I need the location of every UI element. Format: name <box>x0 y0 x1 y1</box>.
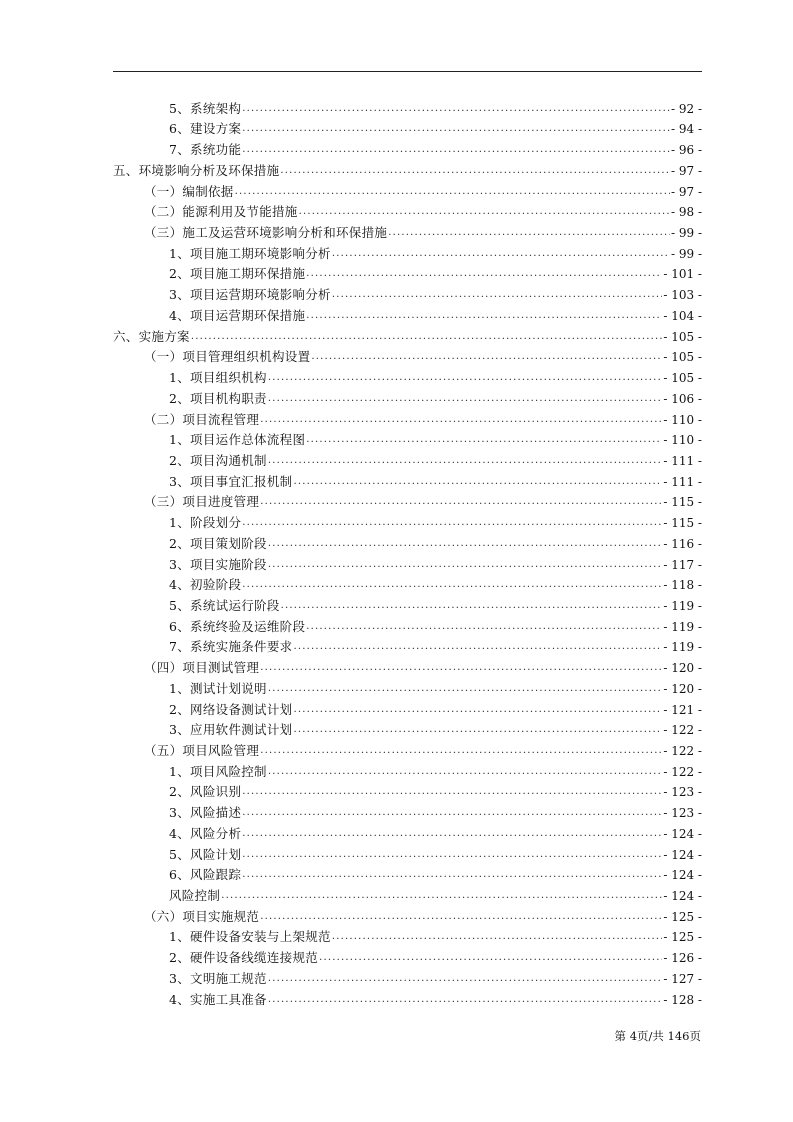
toc-entry-title: 5、系统架构 <box>169 100 242 116</box>
toc-dot-leader <box>242 848 662 862</box>
toc-entry-title: （三）项目进度管理 <box>144 494 260 510</box>
toc-entry-title: 7、系统实施条件要求 <box>169 639 293 655</box>
toc-entry[interactable] <box>113 509 702 530</box>
toc-dot-leader <box>293 703 662 717</box>
toc-dot-leader <box>268 765 662 779</box>
toc-entry[interactable] <box>113 882 702 903</box>
toc-entry-page-number: - 121 - <box>663 702 702 717</box>
toc-entry-title: 4、初验阶段 <box>169 577 242 593</box>
toc-entry[interactable] <box>113 820 702 841</box>
toc-entry-title: 1、硬件设备安装与上架规范 <box>169 929 331 945</box>
toc-entry-title: 4、风险分析 <box>169 825 242 841</box>
toc-dot-leader <box>311 350 662 364</box>
toc-entry-page-number: - 96 - <box>670 143 702 158</box>
toc-entry-title: 3、项目实施阶段 <box>169 556 267 572</box>
toc-dot-leader <box>191 330 663 344</box>
toc-entry-page-number: - 124 - <box>663 826 702 841</box>
toc-entry-page-number: - 92 - <box>670 101 702 116</box>
toc-entry-title: 2、风险识别 <box>169 784 242 800</box>
toc-entry-page-number: - 104 - <box>663 308 702 323</box>
toc-dot-leader <box>332 930 662 944</box>
toc-entry-page-number: - 124 - <box>663 847 702 862</box>
toc-entry-title: 4、项目运营期环保措施 <box>169 307 306 323</box>
toc-dot-leader <box>242 806 662 820</box>
toc-dot-leader <box>306 433 662 447</box>
toc-entry-page-number: - 125 - <box>663 930 702 945</box>
toc-entry-title: 6、建设方案 <box>169 121 242 137</box>
toc-entry-title: 5、系统试运行阶段 <box>169 597 280 613</box>
toc-dot-leader <box>306 267 662 281</box>
toc-dot-leader <box>268 537 662 551</box>
toc-entry[interactable] <box>113 572 702 593</box>
toc-dot-leader <box>242 578 662 592</box>
toc-entry-title: 1、测试计划说明 <box>169 680 267 696</box>
toc-entry-title: 1、项目施工期环境影响分析 <box>169 245 331 261</box>
toc-entry-page-number: - 101 - <box>663 267 702 282</box>
toc-entry[interactable] <box>113 427 702 448</box>
toc-entry-title: 2、项目施工期环保措施 <box>169 266 306 282</box>
toc-entry-page-number: - 115 - <box>663 495 702 510</box>
toc-entry-title: 7、系统功能 <box>169 142 242 158</box>
toc-entry-title: （二）项目流程管理 <box>144 411 260 427</box>
toc-dot-leader <box>221 889 662 903</box>
toc-entry-title: 2、项目沟通机制 <box>169 452 267 468</box>
toc-dot-leader <box>268 392 662 406</box>
toc-entry-title: （二）能源利用及节能措施 <box>144 204 298 220</box>
toc-entry-title: 风险控制 <box>169 888 221 904</box>
toc-entry[interactable] <box>113 592 702 613</box>
toc-entry-page-number: - 123 - <box>663 806 702 821</box>
toc-entry-title: 3、项目运营期环境影响分析 <box>169 287 331 303</box>
toc-entry-page-number: - 105 - <box>663 329 702 344</box>
toc-entry-page-number: - 120 - <box>663 661 702 676</box>
toc-dot-leader <box>242 516 662 530</box>
toc-dot-leader <box>280 164 670 178</box>
toc-dot-leader <box>260 661 662 675</box>
toc-entry-page-number: - 106 - <box>663 391 702 406</box>
toc-entry-page-number: - 97 - <box>670 184 702 199</box>
toc-dot-leader <box>242 868 662 882</box>
toc-entry-page-number: - 122 - <box>663 723 702 738</box>
toc-entry-page-number: - 117 - <box>663 557 702 572</box>
toc-entry[interactable] <box>113 530 702 551</box>
toc-entry-page-number: - 115 - <box>663 516 702 531</box>
toc-entry-page-number: - 110 - <box>663 412 702 427</box>
toc-dot-leader <box>293 723 662 737</box>
toc-entry-page-number: - 110 - <box>663 433 702 448</box>
toc-entry[interactable] <box>113 737 702 758</box>
toc-entry[interactable] <box>113 965 702 986</box>
toc-dot-leader <box>242 102 670 116</box>
toc-entry[interactable] <box>113 178 702 199</box>
toc-entry-page-number: - 103 - <box>663 288 702 303</box>
toc-entry-title: 2、项目策划阶段 <box>169 535 267 551</box>
toc-entry-page-number: - 119 - <box>663 640 702 655</box>
toc-entry-page-number: - 128 - <box>663 992 702 1007</box>
table-of-contents <box>113 95 702 1007</box>
toc-dot-leader <box>293 640 662 654</box>
toc-entry-page-number: - 120 - <box>663 681 702 696</box>
toc-entry-title: （四）项目测试管理 <box>144 660 260 676</box>
toc-entry-page-number: - 118 - <box>663 578 702 593</box>
toc-entry[interactable] <box>113 799 702 820</box>
toc-dot-leader <box>260 413 662 427</box>
toc-dot-leader <box>235 185 670 199</box>
toc-dot-leader <box>268 454 662 468</box>
toc-entry-page-number: - 99 - <box>670 246 702 261</box>
toc-entry-title: 4、实施工具准备 <box>169 991 267 1007</box>
toc-entry-title: 1、项目组织机构 <box>169 370 267 386</box>
toc-entry-page-number: - 111 - <box>663 474 702 489</box>
toc-dot-leader <box>306 620 662 634</box>
toc-entry[interactable] <box>113 613 702 634</box>
toc-entry[interactable] <box>113 862 702 883</box>
toc-entry-title: （三）施工及运营环境影响分析和环保措施 <box>144 225 388 241</box>
toc-dot-leader <box>268 558 662 572</box>
toc-entry-page-number: - 122 - <box>663 764 702 779</box>
toc-entry-page-number: - 99 - <box>670 226 702 241</box>
toc-dot-leader <box>242 143 670 157</box>
toc-entry-title: 1、阶段划分 <box>169 515 242 531</box>
toc-entry-title: （一）编制依据 <box>144 183 234 199</box>
toc-dot-leader <box>260 744 662 758</box>
toc-entry-page-number: - 119 - <box>663 619 702 634</box>
toc-entry-page-number: - 119 - <box>663 598 702 613</box>
toc-entry-title: 六、实施方案 <box>113 328 190 344</box>
toc-entry-title: 1、项目运作总体流程图 <box>169 432 306 448</box>
toc-dot-leader <box>299 205 670 219</box>
page-number-footer: 第 4页/共 146页 <box>614 1029 701 1043</box>
toc-entry-page-number: - 124 - <box>663 889 702 904</box>
toc-entry-title: 3、项目事宜汇报机制 <box>169 473 293 489</box>
toc-entry[interactable] <box>113 944 702 965</box>
toc-dot-leader <box>388 226 670 240</box>
toc-dot-leader <box>332 247 670 261</box>
toc-dot-leader <box>306 309 662 323</box>
toc-entry-title: 5、风险计划 <box>169 846 242 862</box>
toc-dot-leader <box>332 288 662 302</box>
toc-entry-title: 3、文明施工规范 <box>169 970 267 986</box>
toc-entry[interactable] <box>113 924 702 945</box>
toc-entry[interactable] <box>113 199 702 220</box>
toc-dot-leader <box>281 599 663 613</box>
toc-entry[interactable] <box>113 551 702 572</box>
toc-entry-page-number: - 127 - <box>663 971 702 986</box>
toc-entry[interactable] <box>113 986 702 1007</box>
toc-dot-leader <box>293 475 662 489</box>
toc-entry[interactable] <box>113 385 702 406</box>
toc-entry-title: 2、项目机构职责 <box>169 390 267 406</box>
toc-entry[interactable] <box>113 344 702 365</box>
toc-entry-title: 2、网络设备测试计划 <box>169 701 293 717</box>
toc-entry[interactable] <box>113 157 702 178</box>
toc-entry[interactable] <box>113 261 702 282</box>
toc-entry[interactable] <box>113 406 702 427</box>
toc-entry[interactable] <box>113 634 702 655</box>
toc-entry[interactable] <box>113 323 702 344</box>
toc-entry-page-number: - 111 - <box>663 453 702 468</box>
toc-dot-leader <box>268 682 662 696</box>
toc-entry-page-number: - 98 - <box>670 205 702 220</box>
toc-dot-leader <box>260 910 662 924</box>
toc-dot-leader <box>268 993 662 1007</box>
toc-entry-page-number: - 122 - <box>663 744 702 758</box>
toc-entry-title: 6、风险跟踪 <box>169 867 242 883</box>
toc-dot-leader <box>242 122 670 136</box>
toc-entry[interactable] <box>113 240 702 261</box>
toc-entry[interactable] <box>113 841 702 862</box>
toc-entry[interactable] <box>113 758 702 779</box>
toc-entry[interactable] <box>113 136 702 157</box>
toc-entry-page-number: - 123 - <box>663 785 702 800</box>
toc-entry[interactable] <box>113 447 702 468</box>
toc-dot-leader <box>242 827 662 841</box>
toc-entry-page-number: - 125 - <box>663 909 702 924</box>
toc-entry[interactable] <box>113 468 702 489</box>
toc-dot-leader <box>319 951 662 965</box>
toc-entry[interactable] <box>113 675 702 696</box>
toc-entry[interactable] <box>113 219 702 240</box>
toc-entry-page-number: - 97 - <box>670 163 702 178</box>
toc-entry-page-number: - 94 - <box>670 122 702 137</box>
toc-entry-page-number: - 126 - <box>663 951 702 966</box>
toc-entry-title: 1、项目风险控制 <box>169 763 267 779</box>
toc-entry-title: 3、应用软件测试计划 <box>169 722 293 738</box>
header-rule <box>113 71 702 72</box>
toc-entry-title: 6、系统终验及运维阶段 <box>169 618 306 634</box>
toc-entry-page-number: - 124 - <box>663 868 702 883</box>
toc-entry[interactable] <box>113 116 702 137</box>
toc-entry[interactable] <box>113 489 702 510</box>
toc-entry-title: 3、风险描述 <box>169 805 242 821</box>
toc-entry[interactable] <box>113 302 702 323</box>
toc-entry-title: 五、环境影响分析及环保措施 <box>113 162 280 178</box>
toc-entry[interactable] <box>113 281 702 302</box>
toc-entry-title: （五）项目风险管理 <box>144 743 260 758</box>
toc-dot-leader <box>242 785 662 799</box>
toc-dot-leader <box>268 972 662 986</box>
toc-entry-page-number: - 105 - <box>663 371 702 386</box>
toc-entry-page-number: - 116 - <box>663 536 702 551</box>
toc-entry[interactable] <box>113 364 702 385</box>
toc-entry-title: （一）项目管理组织机构设置 <box>144 349 311 365</box>
toc-entry[interactable] <box>113 95 702 116</box>
toc-dot-leader <box>260 495 662 509</box>
toc-entry-title: （六）项目实施规范 <box>144 908 260 924</box>
toc-dot-leader <box>268 371 662 385</box>
toc-entry[interactable] <box>113 654 702 675</box>
toc-entry[interactable] <box>113 903 702 924</box>
toc-entry-title: 2、硬件设备线缆连接规范 <box>169 950 319 966</box>
toc-entry[interactable] <box>113 696 702 717</box>
toc-entry[interactable] <box>113 779 702 800</box>
toc-entry[interactable] <box>113 717 702 738</box>
toc-entry-page-number: - 105 - <box>663 350 702 365</box>
